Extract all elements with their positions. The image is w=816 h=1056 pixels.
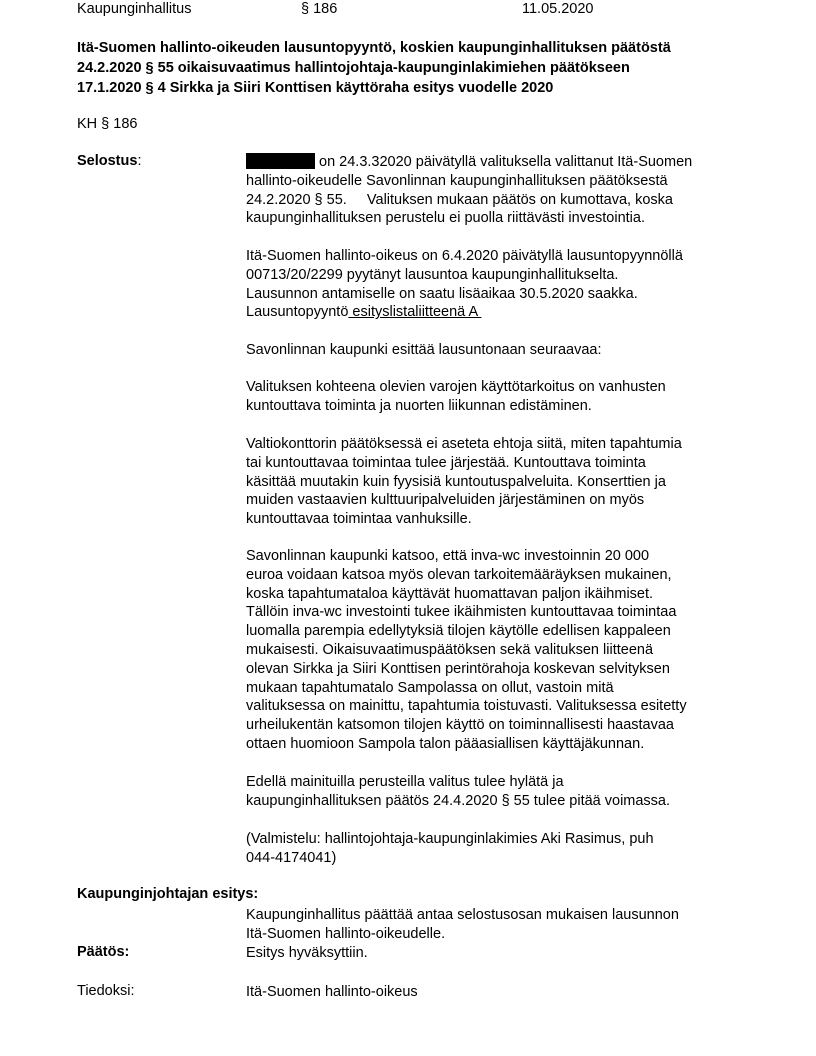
text-line: Edellä mainituilla perusteilla valitus tulee hylätä ja [246, 774, 564, 790]
text-line: koska tapahtumataloa käyttävät huomattavan paljon ikäihmiset. [246, 585, 654, 602]
document-title [77, 38, 757, 98]
text-line: käsittää muutakin kuin fyysisiä kuntoutuspalveluita. Konserttien ja [246, 473, 666, 490]
text-line: muiden vastaavien kulttuuripalveluiden järjestäminen on myös [246, 492, 645, 509]
text-line: 00713/20/2299 pyytänyt lausuntoa kaupunginhallitukselta. [246, 266, 619, 283]
header-section: § 186 [301, 1, 338, 17]
text-line: tai kuntouttavaa toimintaa tulee järjestää. Kuntouttava toiminta [246, 454, 646, 471]
text-line: luomalla parempia edellytyksiä tilojen käytölle edellisen kappaleen [246, 623, 671, 640]
text-line: euroa voidaan katsoa myös olevan tarkoitemääräyksen mukainen, [246, 566, 672, 583]
text-line: kuntouttavaa toimintaa vanhuksille. [246, 511, 472, 528]
paatos-text: Esitys hyväksyttiin. [246, 945, 368, 961]
text-line: Valtiokonttorin päätöksessä ei aseteta ehtoja siitä, miten tapahtumia [246, 436, 682, 452]
text-line: kaupunginhallituksen perustelu ei puolla riittävästi investointia. [246, 210, 645, 227]
selostus-paragraph-8 [246, 830, 746, 868]
selostus-paragraph-1 [246, 153, 746, 228]
selostus-paragraph-2 [246, 247, 746, 322]
selostus-label-text: Selostus [77, 153, 138, 169]
text-line: Savonlinnan kaupunki katsoo, että inva-wc investoinnin 20 000 [246, 548, 650, 564]
header-body: Kaupunginhallitus [77, 1, 192, 17]
text-line: (Valmistelu: hallintojohtaja-kaupunginlakimies Aki Rasimus, puh [246, 831, 654, 847]
text-line: 044-4174041) [246, 849, 337, 866]
text-line: hallinto-oikeudelle Savonlinnan kaupunginhallituksen päätöksestä [246, 172, 668, 189]
selostus-paragraph-4 [246, 378, 746, 416]
selostus-paragraph-5 [246, 435, 746, 529]
paatos-label: Päätös: [77, 944, 130, 960]
text-line: Lausunnon antamiselle on saatu lisäaikaa 30.5.2020 saakka. [246, 285, 638, 302]
header-date: 11.05.2020 [522, 1, 594, 17]
selostus-paragraph-7 [246, 773, 746, 811]
text-line: kuntouttava toiminta ja nuorten liikunnan edistäminen. [246, 397, 592, 414]
text-line: mukaisesti. Oikaisuvaatimuspäätöksen sekä valituksen liitteenä [246, 641, 654, 658]
section-reference: KH § 186 [77, 116, 138, 132]
text-line-prefix: Lausuntopyyntö [246, 304, 349, 321]
tiedoksi-text: Itä-Suomen hallinto-oikeus [246, 984, 418, 1000]
esitys-label: Kaupunginjohtajan esitys: [77, 886, 259, 902]
selostus-label [77, 153, 141, 169]
text-line: ottaen huomioon Sampola talon pääasiallisen käyttäjäkunnan. [246, 735, 645, 752]
text-line: olevan Sirkka ja Siiri Konttisen perintörahoja koskevan selvityksen [246, 660, 670, 677]
text-line: urheilukentän katsomon tilojen käyttö on toiminnallisesti haastavaa [246, 717, 674, 734]
text-line: valituksessa on mainittu, tapahtumia toistuvasti. Valituksessa esitetty [246, 698, 687, 715]
text-line: Kaupunginhallitus päättää antaa selostusosan mukaisen lausunnon [246, 907, 679, 923]
selostus-label-colon: : [137, 153, 142, 169]
text-line: Itä-Suomen hallinto-oikeus on 6.4.2020 päivätyllä lausuntopyynnöllä [246, 248, 683, 264]
text-line: Tällöin inva-wc investointi tukee ikäihmisten kuntouttavaa toimintaa [246, 604, 677, 621]
title-line: 17.1.2020 § 4 Sirkka ja Siiri Konttisen käyttöraha esitys vuodelle 2020 [77, 80, 554, 96]
esitys-text [246, 906, 746, 944]
title-line: Itä-Suomen hallinto-oikeuden lausuntopyyntö, koskien kaupunginhallituksen päätöstä [77, 40, 671, 56]
text-line: kaupunginhallituksen päätös 24.4.2020 § 55 tulee pitää voimassa. [246, 792, 671, 809]
text-line: 24.2.2020 § 55. Valituksen mukaan päätös on kumottava, koska [246, 191, 673, 208]
text-line: Itä-Suomen hallinto-oikeudelle. [246, 925, 446, 942]
title-line: 24.2.2020 § 55 oikaisuvaatimus hallintojohtaja-kaupunginlakimiehen päätökseen [77, 60, 630, 76]
tiedoksi-label: Tiedoksi: [77, 983, 135, 999]
attachment-link[interactable]: esityslistaliitteenä A [348, 304, 482, 321]
selostus-paragraph-3 [246, 341, 746, 360]
selostus-paragraph-6 [246, 547, 746, 754]
text-line: Savonlinnan kaupunki esittää lausuntonaan seuraavaa: [246, 342, 602, 358]
redaction-block [246, 153, 315, 169]
text-line: Valituksen kohteena olevien varojen käyttötarkoitus on vanhusten [246, 379, 666, 395]
text-line: on 24.3.32020 päivätyllä valituksella valittanut Itä-Suomen [319, 154, 693, 170]
text-line: mukaan tapahtumatalo Sampolassa on ollut, vastoin mitä [246, 679, 614, 696]
